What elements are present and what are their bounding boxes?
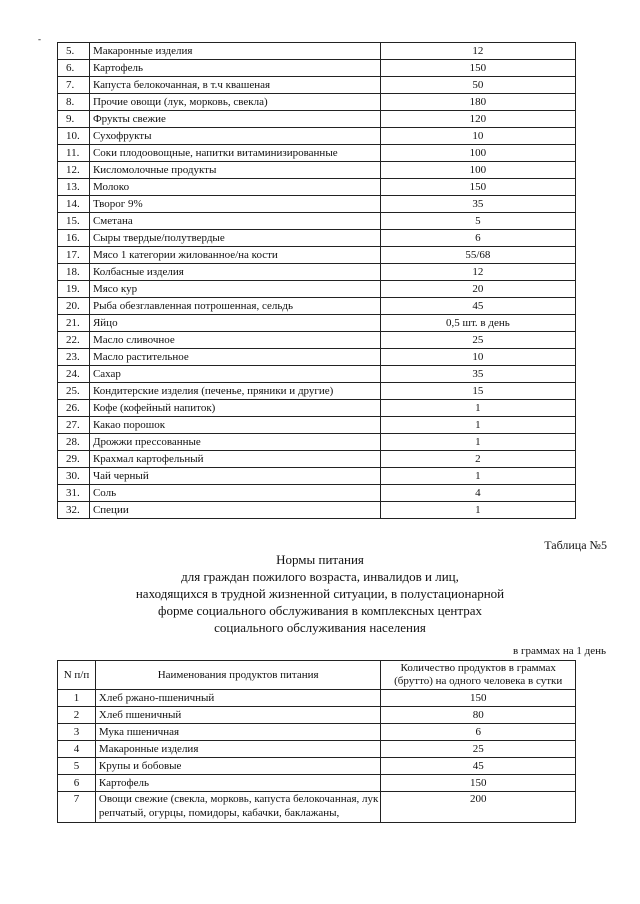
table-row — [58, 315, 576, 332]
title-line: социального обслуживания населения — [214, 620, 426, 635]
row-number: 19. — [58, 281, 90, 298]
product-quantity: 15 — [380, 383, 575, 400]
table-row — [58, 349, 576, 366]
product-name: Колбасные изделия — [89, 264, 380, 281]
units-note: в граммах на 1 день — [513, 645, 606, 657]
row-number: 7. — [58, 77, 90, 94]
product-name: Сухофрукты — [89, 128, 380, 145]
table-title — [60, 551, 580, 636]
table-row — [58, 451, 576, 468]
table-row — [58, 775, 576, 792]
product-quantity: 35 — [380, 196, 575, 213]
product-name: Дрожжи прессованные — [89, 434, 380, 451]
product-quantity: 12 — [380, 264, 575, 281]
product-name: Макаронные изделия — [95, 741, 381, 758]
product-quantity: 150 — [380, 179, 575, 196]
table-row — [58, 758, 576, 775]
product-name: Масло растительное — [89, 349, 380, 366]
row-number: 1 — [58, 690, 96, 707]
table1-body — [58, 43, 576, 519]
product-quantity: 5 — [380, 213, 575, 230]
product-quantity: 35 — [380, 366, 575, 383]
margin-mark: - — [38, 34, 41, 44]
table-row — [58, 230, 576, 247]
nutrition-norms-table — [57, 660, 576, 823]
product-name: Крахмал картофельный — [89, 451, 380, 468]
product-quantity: 25 — [380, 332, 575, 349]
product-name: Какао порошок — [89, 417, 380, 434]
product-name: Хлеб пшеничный — [95, 707, 381, 724]
product-quantity: 10 — [380, 349, 575, 366]
product-name: Творог 9% — [89, 196, 380, 213]
row-number: 27. — [58, 417, 90, 434]
product-name: Мясо 1 категории жилованное/на кости — [89, 247, 380, 264]
row-number: 22. — [58, 332, 90, 349]
product-name: Крупы и бобовые — [95, 758, 381, 775]
table-header-row — [58, 661, 576, 690]
product-quantity: 1 — [380, 434, 575, 451]
product-name: Картофель — [89, 60, 380, 77]
product-quantity: 100 — [380, 162, 575, 179]
table-row — [58, 383, 576, 400]
product-quantity: 150 — [380, 60, 575, 77]
product-name: Кондитерские изделия (печенье, пряники и другие) — [89, 383, 380, 400]
table-number: Таблица №5 — [544, 538, 607, 552]
row-number: 2 — [58, 707, 96, 724]
row-number: 6 — [58, 775, 96, 792]
product-name: Макаронные изделия — [89, 43, 380, 60]
product-name: Картофель — [95, 775, 381, 792]
product-quantity: 80 — [381, 707, 576, 724]
product-name: Хлеб ржано-пшеничный — [95, 690, 381, 707]
table-row — [58, 43, 576, 60]
table-row — [58, 366, 576, 383]
row-number: 8. — [58, 94, 90, 111]
header-product-name: Наименования продуктов питания — [95, 661, 381, 690]
product-name: Прочие овощи (лук, морковь, свекла) — [89, 94, 380, 111]
product-quantity: 50 — [380, 77, 575, 94]
row-number: 31. — [58, 485, 90, 502]
product-quantity: 10 — [380, 128, 575, 145]
header-number: N п/п — [58, 661, 96, 690]
product-name: Соки плодоовощные, напитки витаминизированные — [89, 145, 380, 162]
table-row — [58, 485, 576, 502]
product-quantity: 150 — [381, 690, 576, 707]
row-number: 29. — [58, 451, 90, 468]
table-row — [58, 468, 576, 485]
product-quantity: 1 — [380, 502, 575, 519]
product-name: Специи — [89, 502, 380, 519]
title-line: форме социального обслуживания в комплексных центрах — [158, 603, 482, 618]
header-quantity: Количество продуктов в граммах (брутто) на одного человека в сутки — [381, 661, 576, 690]
row-number: 23. — [58, 349, 90, 366]
table-row — [58, 400, 576, 417]
table-row — [58, 298, 576, 315]
table-row — [58, 281, 576, 298]
product-quantity: 12 — [380, 43, 575, 60]
product-name: Мука пшеничная — [95, 724, 381, 741]
row-number: 9. — [58, 111, 90, 128]
product-quantity: 1 — [380, 417, 575, 434]
product-name: Рыба обезглавленная потрошенная, сельдь — [89, 298, 380, 315]
row-number: 20. — [58, 298, 90, 315]
product-name: Масло сливочное — [89, 332, 380, 349]
product-quantity: 180 — [380, 94, 575, 111]
product-quantity: 150 — [381, 775, 576, 792]
table-row — [58, 690, 576, 707]
row-number: 26. — [58, 400, 90, 417]
product-quantity: 45 — [380, 298, 575, 315]
table-row — [58, 128, 576, 145]
row-number: 5. — [58, 43, 90, 60]
product-quantity: 100 — [380, 145, 575, 162]
title-line: находящихся в трудной жизненной ситуации, в полустационарной — [135, 586, 505, 601]
row-number: 3 — [58, 724, 96, 741]
table-row — [58, 434, 576, 451]
table-row — [58, 213, 576, 230]
food-norms-table-continued — [57, 42, 576, 519]
table-row — [58, 417, 576, 434]
table-row — [58, 707, 576, 724]
table-row — [58, 332, 576, 349]
row-number: 4 — [58, 741, 96, 758]
row-number: 11. — [58, 145, 90, 162]
product-quantity: 55/68 — [380, 247, 575, 264]
product-quantity: 0,5 шт. в день — [380, 315, 575, 332]
row-number: 12. — [58, 162, 90, 179]
product-quantity: 4 — [380, 485, 575, 502]
product-quantity: 2 — [380, 451, 575, 468]
title-line: Нормы питания — [276, 552, 364, 567]
product-quantity: 6 — [380, 230, 575, 247]
row-number: 14. — [58, 196, 90, 213]
product-quantity: 45 — [381, 758, 576, 775]
title-line: для граждан пожилого возраста, инвалидов и лиц, — [181, 569, 459, 584]
table-row — [58, 60, 576, 77]
row-number: 28. — [58, 434, 90, 451]
table-row — [58, 94, 576, 111]
product-quantity: 1 — [380, 400, 575, 417]
table-row — [58, 145, 576, 162]
table-row — [58, 179, 576, 196]
table-row — [58, 264, 576, 281]
product-name: Кисломолочные продукты — [89, 162, 380, 179]
product-quantity: 120 — [380, 111, 575, 128]
product-name: Овощи свежие (свекла, морковь, капуста белокочанная, лук репчатый, огурцы, помидоры, кабачки, баклажаны, — [95, 792, 381, 823]
product-name: Капуста белокочанная, в т.ч квашеная — [89, 77, 380, 94]
product-name: Яйцо — [89, 315, 380, 332]
table-row — [58, 724, 576, 741]
product-name: Фрукты свежие — [89, 111, 380, 128]
table-row — [58, 247, 576, 264]
product-name: Молоко — [89, 179, 380, 196]
row-number: 5 — [58, 758, 96, 775]
product-name: Соль — [89, 485, 380, 502]
row-number: 16. — [58, 230, 90, 247]
table2-body — [58, 690, 576, 823]
row-number: 21. — [58, 315, 90, 332]
row-number: 18. — [58, 264, 90, 281]
table-row — [58, 502, 576, 519]
table-row — [58, 111, 576, 128]
product-quantity: 6 — [381, 724, 576, 741]
row-number: 25. — [58, 383, 90, 400]
table-row — [58, 196, 576, 213]
table-row — [58, 792, 576, 823]
row-number: 15. — [58, 213, 90, 230]
table-row — [58, 77, 576, 94]
product-quantity: 20 — [380, 281, 575, 298]
product-name: Кофе (кофейный напиток) — [89, 400, 380, 417]
row-number: 30. — [58, 468, 90, 485]
product-name: Сахар — [89, 366, 380, 383]
product-name: Мясо кур — [89, 281, 380, 298]
product-quantity: 25 — [381, 741, 576, 758]
row-number: 32. — [58, 502, 90, 519]
product-quantity: 200 — [381, 792, 576, 823]
product-quantity: 1 — [380, 468, 575, 485]
row-number: 10. — [58, 128, 90, 145]
row-number: 17. — [58, 247, 90, 264]
row-number: 24. — [58, 366, 90, 383]
product-name: Сметана — [89, 213, 380, 230]
row-number: 13. — [58, 179, 90, 196]
row-number: 7 — [58, 792, 96, 823]
row-number: 6. — [58, 60, 90, 77]
table-row — [58, 741, 576, 758]
product-name: Сыры твердые/полутвердые — [89, 230, 380, 247]
table-row — [58, 162, 576, 179]
product-name: Чай черный — [89, 468, 380, 485]
